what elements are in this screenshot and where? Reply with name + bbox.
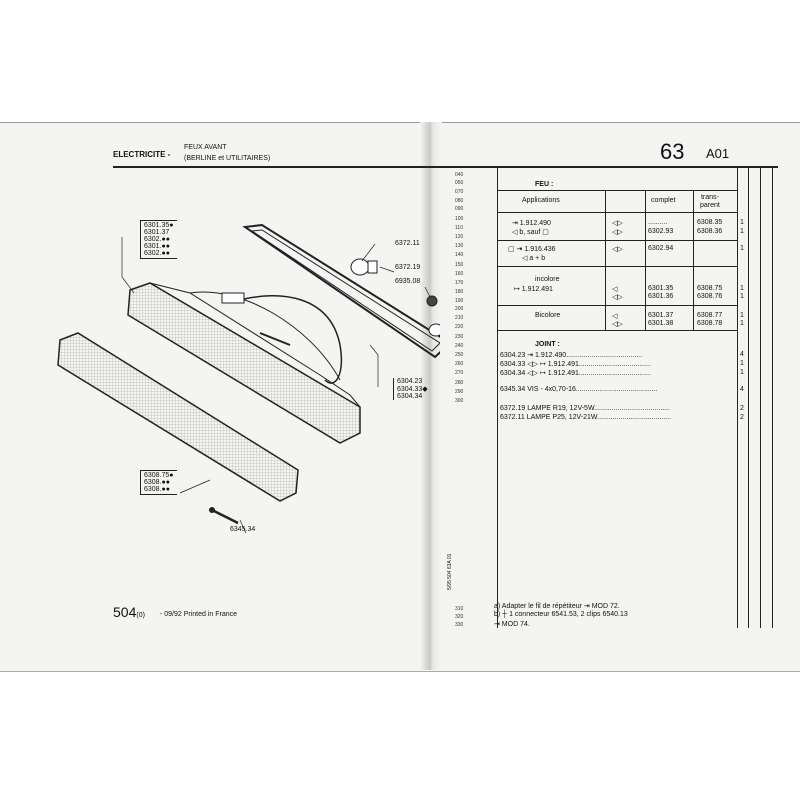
row-trans: 6308.77 [697,312,723,319]
column-border [693,190,694,330]
line-number: 150 [455,262,464,268]
parts-list-qty: 2 [740,414,744,421]
row-qty: 1 [740,245,744,252]
line-number: 080 [455,198,464,204]
parts-list-qty: 1 [740,360,744,367]
parts-list-item: 6372.19 LAMPE R19, 12V-5W....................................... [500,405,671,412]
line-number: 070 [455,189,464,195]
column-border [605,190,606,330]
line-number: 240 [455,343,464,349]
table-left-border [497,168,498,628]
lamp-w5-label: 6372.19 [395,264,421,271]
screw-icon [209,507,238,523]
column-border [760,168,761,628]
line-number: 330 [455,622,464,628]
header-rule [113,166,778,168]
page-code: A01 [706,146,730,161]
footnote: ⇥ MOD 74. [494,621,530,628]
row-app: ⇥ 1.912.490 [512,220,551,227]
parts-list-item: 6372.11 LAMPE P25, 12V-21W...................................... [500,414,672,421]
direction-icon: ◁▷ [612,229,623,236]
table-row-border [497,266,737,267]
clip-label: 6935.08 [395,278,421,285]
part-label: 6304.23 [397,378,423,385]
column-border [645,190,646,330]
part-label: 6301.35● [144,222,174,229]
line-number: 090 [455,206,464,212]
lamp-w21-label: 6372.11 [395,240,420,247]
table-row-border [497,212,737,213]
table-row-border [497,190,737,191]
line-number: 230 [455,334,464,340]
header-applications: Applications [522,197,560,204]
header-title-line2: (BERLINE et UTILITAIRES) [184,155,271,162]
direction-icon: ◁▷ [612,220,623,227]
screw-label: 6345.34 [230,526,256,533]
line-number: 290 [455,389,464,395]
parts-list-item: 6304.33 ◁▷ ↦ 1.912.491..................................... [500,361,651,368]
part-label: 6304.34 [397,393,423,400]
section-title: ELECTRICITE - [113,150,171,159]
row-complet: 6301.38 [648,320,674,327]
part-label: 6301.●● [144,243,170,250]
line-number: 040 [455,172,464,178]
clip-icon [427,296,437,306]
direction-icon: ◁ [612,286,618,293]
bulb-21w-icon [351,259,377,275]
row-qty: 1 [740,285,744,292]
row-qty: 1 [740,228,744,235]
row-qty: 1 [740,320,744,327]
direction-icon: ◁ [612,313,618,320]
parts-list-item: 6304.23 ⇥ 1.912.490....................................... [500,352,643,359]
parts-list-item: 6345.34 VIS - 4x0,70-16.......................................... [500,386,658,393]
direction-icon: ◁▷ [612,246,623,253]
row-complet: .......... [648,219,668,226]
line-number: 130 [455,243,464,249]
part-label: 6302.●● [144,250,170,257]
part-label: 6308.●● [144,479,170,486]
table-row-border [497,305,737,306]
parts-list-qty: 1 [740,369,744,376]
header-complet: complet [651,197,676,204]
line-number: 190 [455,298,464,304]
table-title: FEU : [535,181,554,188]
part-label: 6308.●● [144,486,170,493]
lower-part-group [140,470,177,495]
model-number: 504(0) [113,604,145,620]
row-trans: 6308.36 [697,228,723,235]
line-number: 050 [455,180,464,186]
print-info: - 09/92 Printed in France [160,611,238,618]
right-page [430,122,800,672]
vertical-reference: 5/95 504 63A 01 [447,553,453,590]
table-row-border [497,240,737,241]
top-part-group [140,220,177,259]
line-number: 200 [455,306,464,312]
row-qty: 1 [740,293,744,300]
header-title-line1: FEUX AVANT [184,144,227,151]
part-label: 6302.●● [144,236,170,243]
line-number: 300 [455,398,464,404]
parts-list-item: 6304.34 ◁▷ ↦ 1.912.491..................................... [500,370,651,377]
parts-list-title: JOINT : [535,341,560,348]
row-complet: 6301.36 [648,293,674,300]
part-label: 6304.33◆ [397,386,428,393]
parts-list-qty: 4 [740,386,744,393]
footnote: b) ┼ 1 connecteur 6541.53, 2 clips 6540.13 [494,611,628,618]
line-number: 170 [455,280,464,286]
line-number: 310 [455,606,464,612]
row-app: Bicolore [535,312,561,319]
row-trans: 6308.35 [697,219,723,226]
row-app: ◁ a + b [522,255,546,262]
joint-part-group [393,378,428,400]
line-number: 270 [455,370,464,376]
row-trans: 6308.75 [697,285,723,292]
part-label: 6308.75● [144,472,174,479]
line-number: 220 [455,324,464,330]
lamp-exploded-diagram [40,175,440,565]
bulb-5w-icon [429,324,440,336]
line-number: 140 [455,252,464,258]
row-complet: 6301.37 [648,312,674,319]
page-number: 63 [660,139,685,164]
column-border [748,168,749,628]
row-trans: 6308.76 [697,293,723,300]
row-app: ↦ 1.912.491 [514,286,553,293]
line-number: 110 [455,225,463,231]
row-app: ◁ b, sauf ▢ [512,229,549,236]
qty-column-border [737,168,738,628]
row-qty: 1 [740,312,744,319]
line-number: 100 [455,216,464,222]
line-number: 210 [455,315,464,321]
line-number: 160 [455,271,464,277]
line-number: 280 [455,380,464,386]
table-row-border [497,330,737,331]
row-app: incolore [535,276,560,283]
row-app: ▢ ⇥ 1.916.436 [508,246,556,253]
direction-icon: ◁▷ [612,294,623,301]
line-number: 120 [455,234,464,240]
line-number: 260 [455,361,464,367]
parts-list-qty: 4 [740,351,744,358]
row-complet: 6301.35 [648,285,674,292]
parts-list-qty: 2 [740,405,744,412]
footnote: a) Adapter le fil de répétiteur ⇥ MOD 72. [494,603,620,610]
line-number: 180 [455,289,464,295]
line-number: 320 [455,614,464,620]
line-number: 250 [455,352,464,358]
part-label: 6301.37 [144,229,170,236]
row-qty: 1 [740,219,744,226]
row-complet: 6302.94 [648,245,674,252]
direction-icon: ◁▷ [612,321,623,328]
column-border [772,168,773,628]
header-transparent: trans- parent [700,194,720,209]
row-complet: 6302.93 [648,228,674,235]
row-trans: 6308.78 [697,320,723,327]
